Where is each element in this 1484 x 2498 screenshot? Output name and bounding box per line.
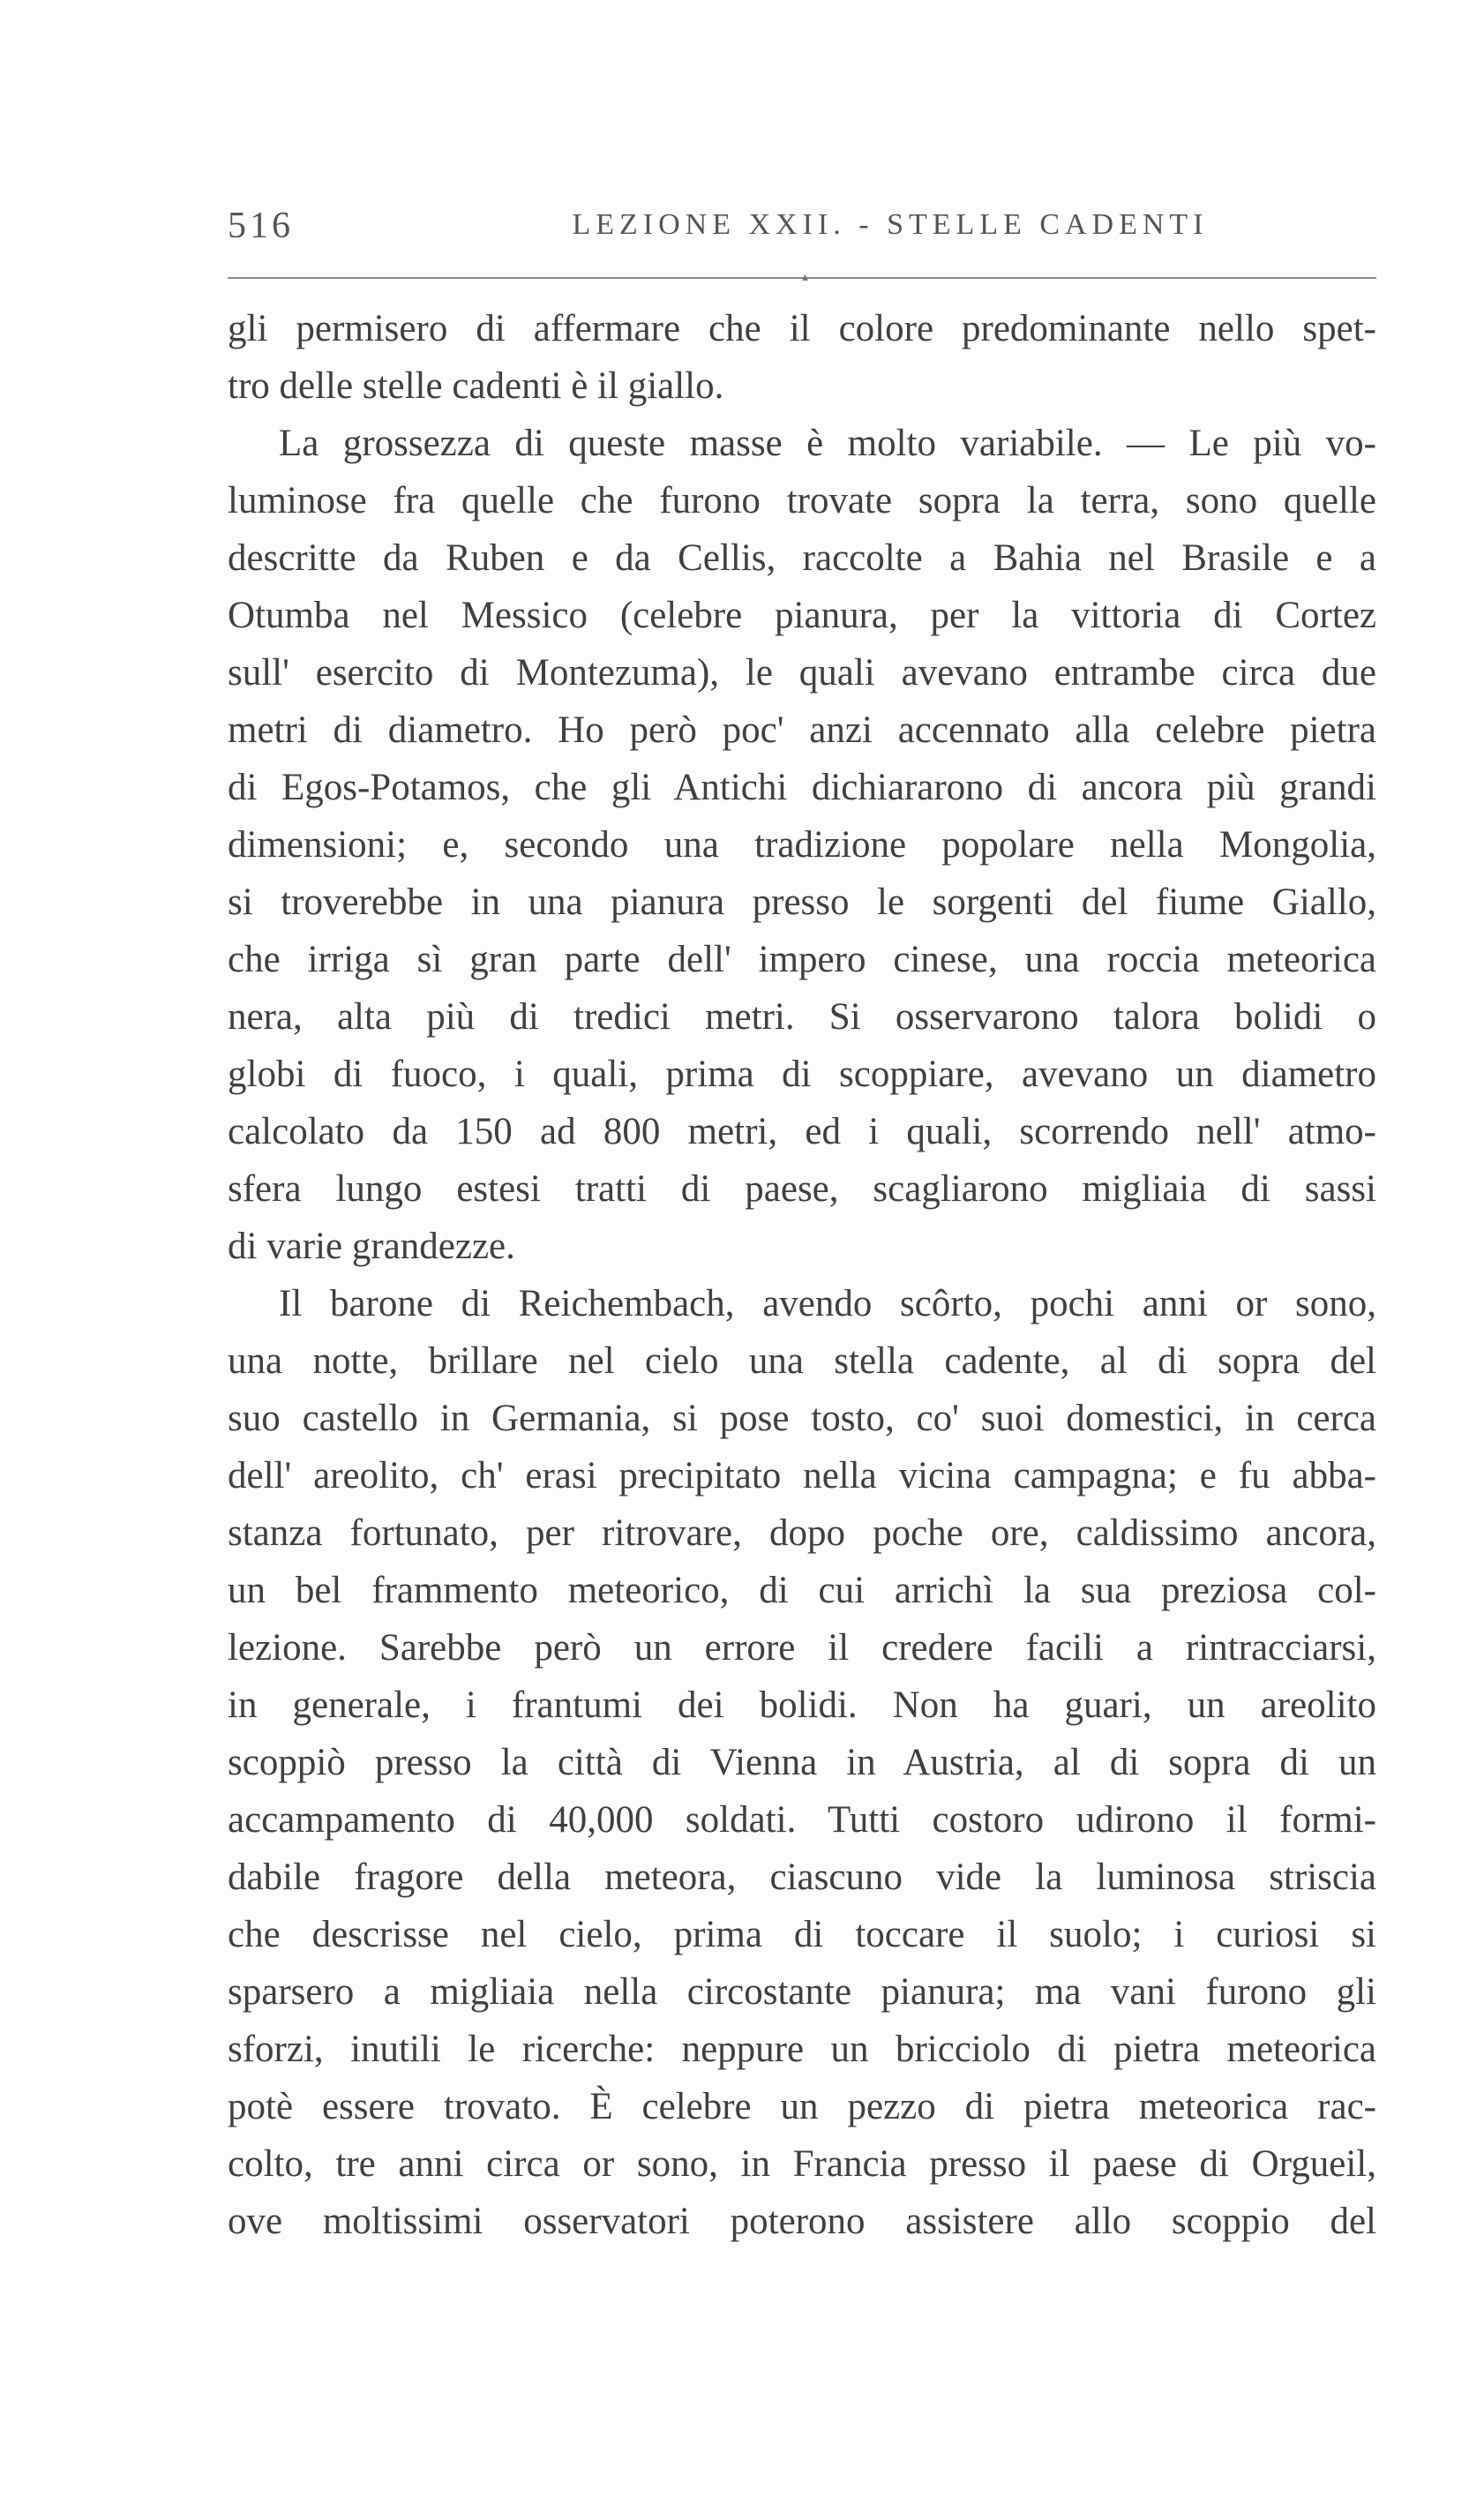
text-line: lezione. Sarebbe però un errore il credere facili a rintracciarsi,: [228, 1627, 1376, 1669]
text-line: gli permisero di affermare che il colore predominante nello spet-: [228, 308, 1376, 349]
text-line: dimensioni; e, secondo una tradizione popolare nella Mongolia,: [228, 824, 1376, 866]
text-line: stanza fortunato, per ritrovare, dopo poche ore, caldissimo ancora,: [228, 1512, 1376, 1554]
text-line: suo castello in Germania, si pose tosto, co' suoi domestici, in cerca: [228, 1398, 1376, 1439]
text-line: ove moltissimi osservatori poterono assistere allo scoppio del: [228, 2201, 1376, 2242]
text-line: che descrisse nel cielo, prima di toccare il suolo; i curiosi si: [228, 1914, 1376, 1955]
text-line: di varie grandezze.: [228, 1226, 515, 1267]
text-line: dell' areolito, ch' erasi precipitato nella vicina campagna; e fu abba-: [228, 1455, 1376, 1497]
text-line: Il barone di Reichembach, avendo scôrto, pochi anni or sono,: [279, 1283, 1376, 1324]
text-line: calcolato da 150 ad 800 metri, ed i quali, scorrendo nell' atmo-: [228, 1111, 1376, 1152]
text-line: nera, alta più di tredici metri. Si osservarono talora bolidi o: [228, 996, 1376, 1038]
header-rule: [228, 271, 1376, 284]
text-line: scoppiò presso la città di Vienna in Austria, al di sopra di un: [228, 1742, 1376, 1783]
page-header: [228, 205, 1376, 258]
text-line: sfera lungo estesi tratti di paese, scagliarono migliaia di sassi: [228, 1168, 1376, 1210]
running-head: LEZIONE XXII. - STELLE CADENTI: [572, 208, 1209, 241]
text-line: descritte da Ruben e da Cellis, raccolte a Bahia nel Brasile e a: [228, 537, 1376, 579]
text-line: un bel frammento meteorico, di cui arrichì la sua preziosa col-: [228, 1570, 1376, 1611]
body-text: [228, 300, 1376, 2250]
text-line: di Egos-Potamos, che gli Antichi dichiararono di ancora più grandi: [228, 767, 1376, 808]
text-line: sparsero a migliaia nella circostante pianura; ma vani furono gli: [228, 1971, 1376, 2013]
text-line: dabile fragore della meteora, ciascuno vide la luminosa striscia: [228, 1857, 1376, 1898]
text-line: sforzi, inutili le ricerche: neppure un bricciolo di pietra meteorica: [228, 2029, 1376, 2070]
text-line: si troverebbe in una pianura presso le sorgenti del fiume Giallo,: [228, 881, 1376, 923]
text-line: globi di fuoco, i quali, prima di scoppiare, avevano un diametro: [228, 1054, 1376, 1095]
rule-ornament: ▴: [802, 271, 809, 284]
text-line: tro delle stelle cadenti è il giallo.: [228, 365, 724, 407]
text-line: La grossezza di queste masse è molto variabile. — Le più vo-: [279, 423, 1376, 464]
text-line: accampamento di 40,000 soldati. Tutti costoro udirono il formi-: [228, 1799, 1376, 1841]
text-line: in generale, i frantumi dei bolidi. Non ha guari, un areolito: [228, 1684, 1376, 1726]
text-line: colto, tre anni circa or sono, in Francia presso il paese di Orgueil,: [228, 2143, 1376, 2185]
text-line: potè essere trovato. È celebre un pezzo di pietra meteorica rac-: [228, 2086, 1376, 2127]
text-line: sull' esercito di Montezuma), le quali avevano entrambe circa due: [228, 652, 1376, 694]
text-line: che irriga sì gran parte dell' impero cinese, una roccia meteorica: [228, 939, 1376, 980]
text-line: metri di diametro. Ho però poc' anzi accennato alla celebre pietra: [228, 709, 1376, 751]
text-line: luminose fra quelle che furono trovate sopra la terra, sono quelle: [228, 480, 1376, 521]
text-line: Otumba nel Messico (celebre pianura, per la vittoria di Cortez: [228, 595, 1376, 636]
page-number: 516: [228, 206, 294, 246]
text-line: una notte, brillare nel cielo una stella cadente, al di sopra del: [228, 1340, 1376, 1382]
